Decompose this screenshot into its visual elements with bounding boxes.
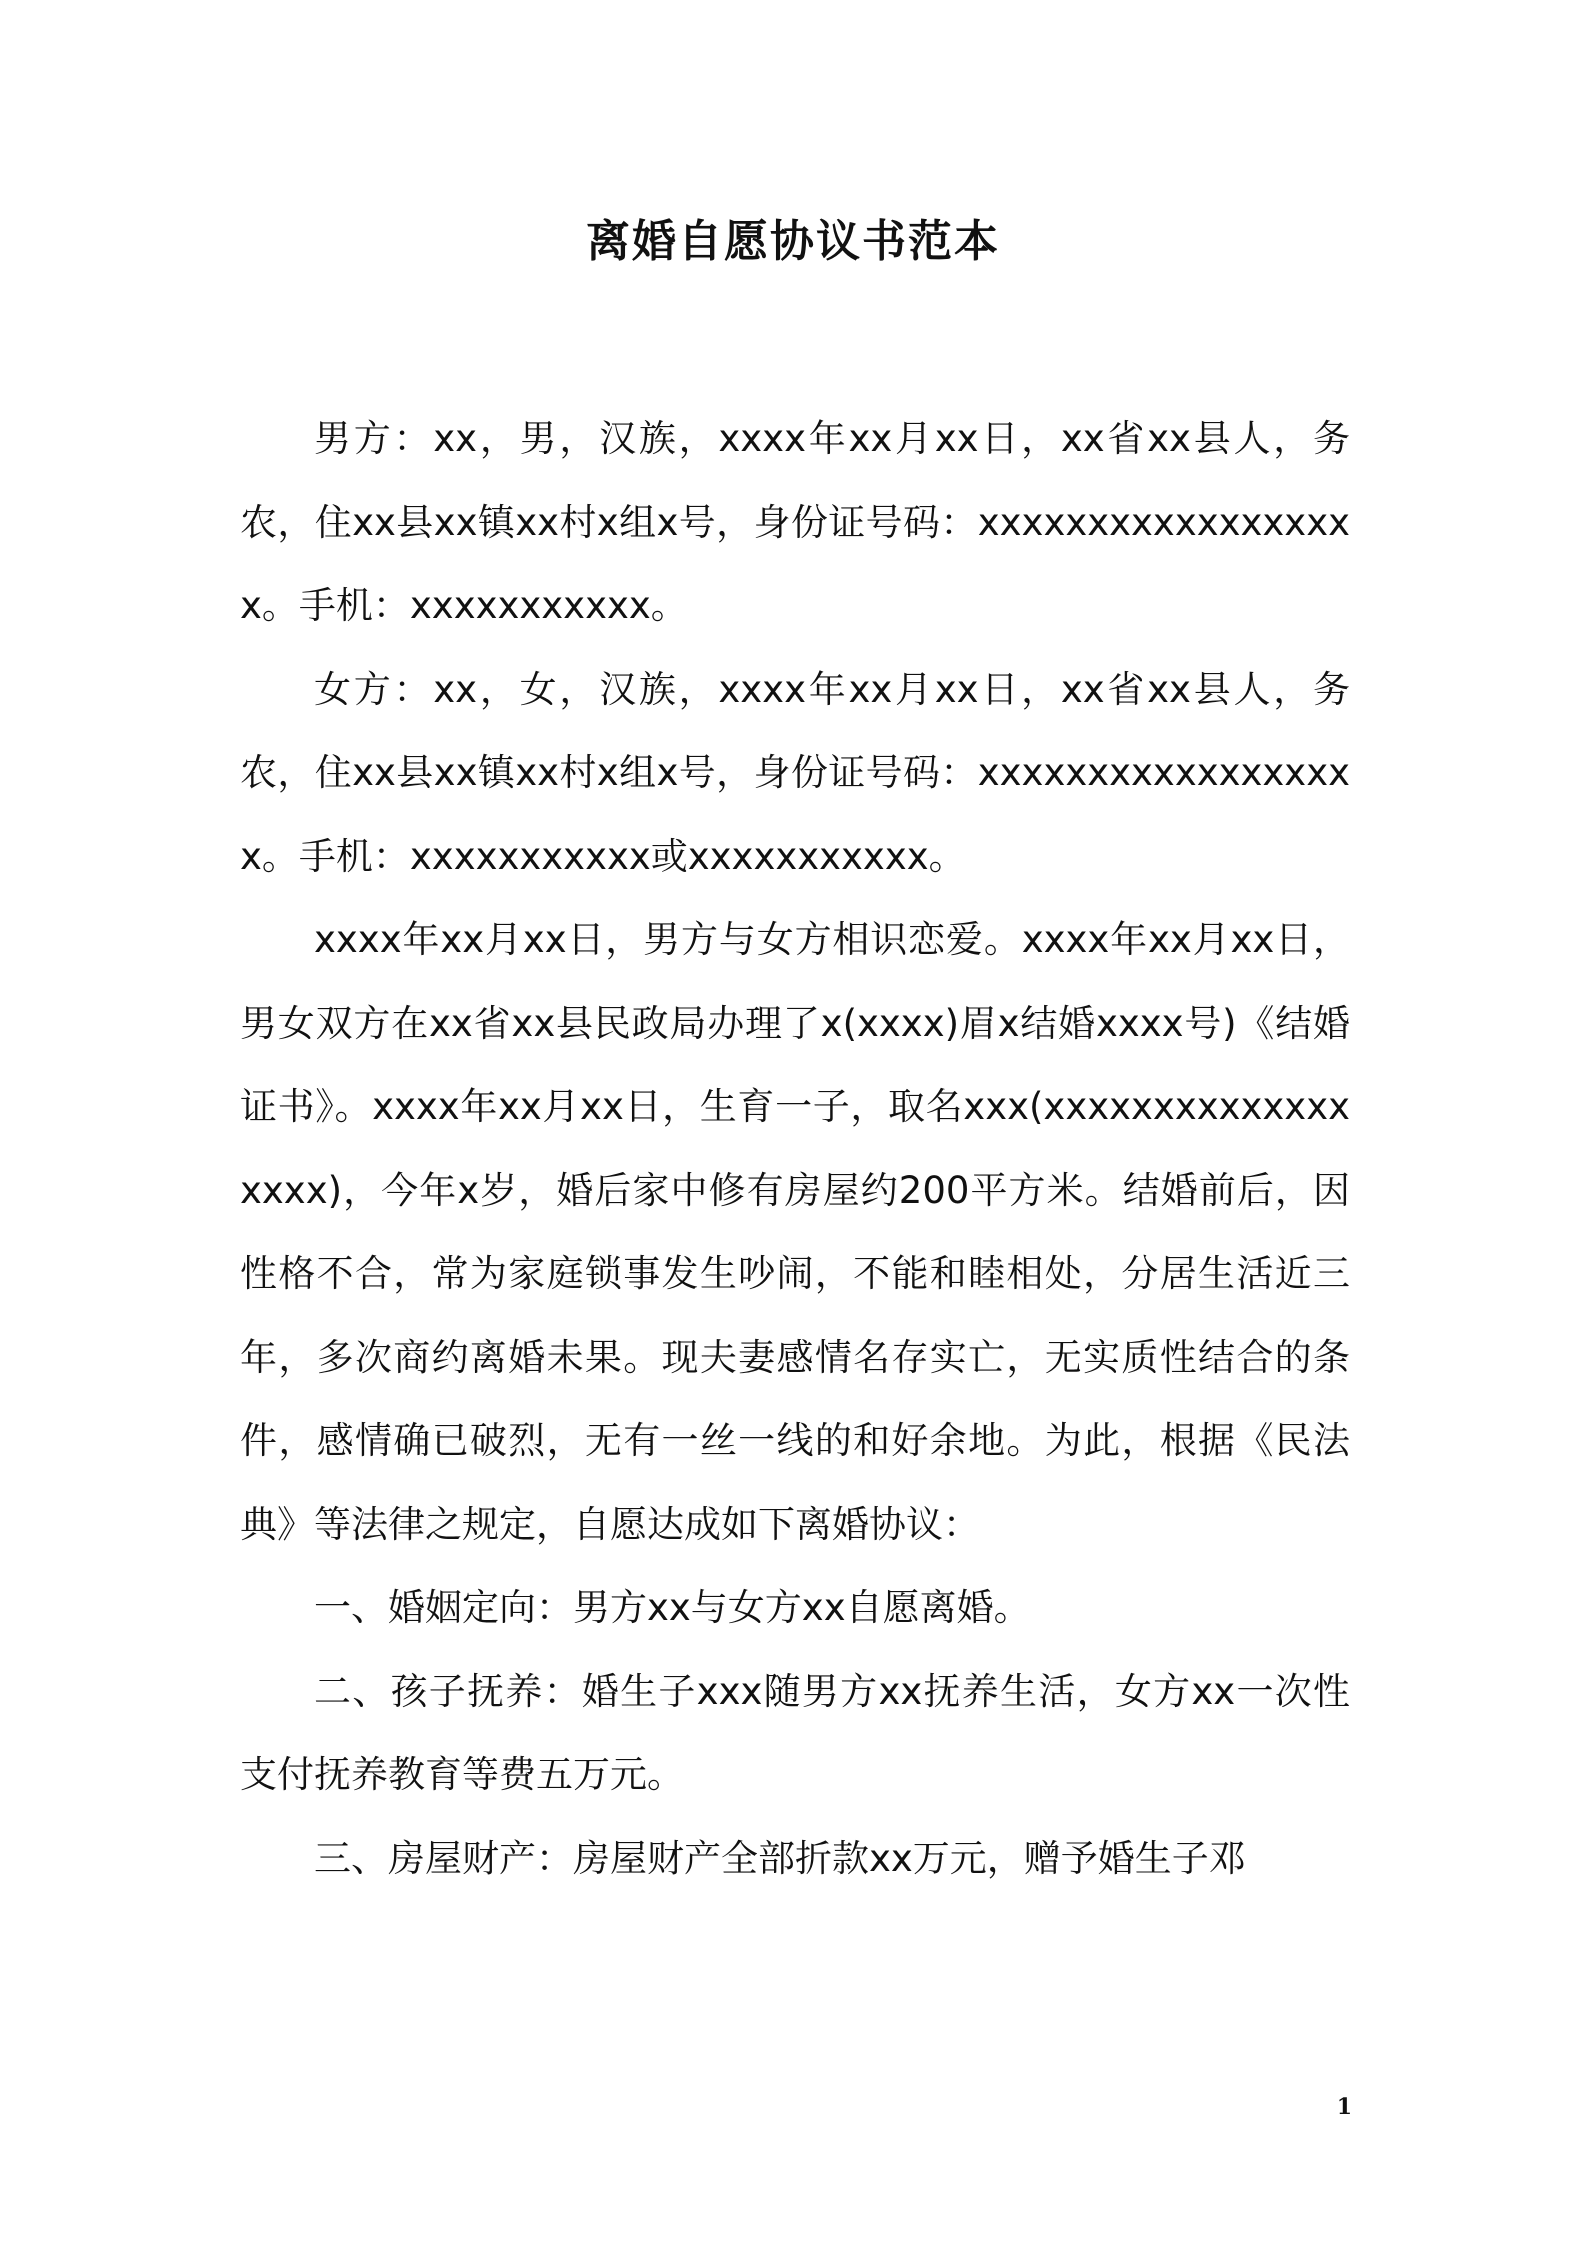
paragraph-male-party: 男方：xx，男，汉族，xxxx年xx月xx日，xx省xx县人，务农，住xx县xx镇xx村x组x号，身份证号码：xxxxxxxxxxxxxxxxxx。手机：xxxxxxxxxxx。 xyxy=(240,417,1350,627)
paragraph-clause-marriage: 一、婚姻定向：男方xx与女方xx自愿离婚。 xyxy=(314,1586,1031,1629)
document-title: 离婚自愿协议书范本 xyxy=(586,216,1000,267)
paragraph-background: xxxx年xx月xx日，男方与女方相识恋爱。xxxx年xx月xx日，男女双方在xx省xx县民政局办理了x(xxxx)眉x结婚xxxx号)《结婚证书》。xxxx年xx月xx日，生育一子，取名xxx(xxxxxxxxxxxxxxxxxx)，今年x岁，婚后家中修有房屋约200平方米。结婚前后，因性格不合，常为家庭锁事发生吵闹，不能和睦相处，分居生活近三年，多次商约离婚未果。现夫妻感情名存实亡，无实质性结合的条件，感情确已破烈，无有一丝一线的和好余地。为此，根据《民法典》等法律之规定，自愿达成如下离婚协议： xyxy=(240,918,1350,1546)
paragraph-clause-child-custody: 二、孩子抚养：婚生子xxx随男方xx抚养生活，女方xx一次性支付抚养教育等费五万元。 xyxy=(240,1669,1350,1796)
page-number: 1 xyxy=(1336,2094,1352,2120)
document-body xyxy=(240,397,1350,1900)
paragraph-female-party: 女方：xx，女，汉族，xxxx年xx月xx日，xx省xx县人，务农，住xx县xx镇xx村x组x号，身份证号码：xxxxxxxxxxxxxxxxxx。手机：xxxxxxxxxxx或xxxxxxxxxxx。 xyxy=(240,667,1350,878)
paragraph-clause-property: 三、房屋财产：房屋财产全部折款xx万元，赠予婚生子邓 xyxy=(314,1836,1246,1880)
